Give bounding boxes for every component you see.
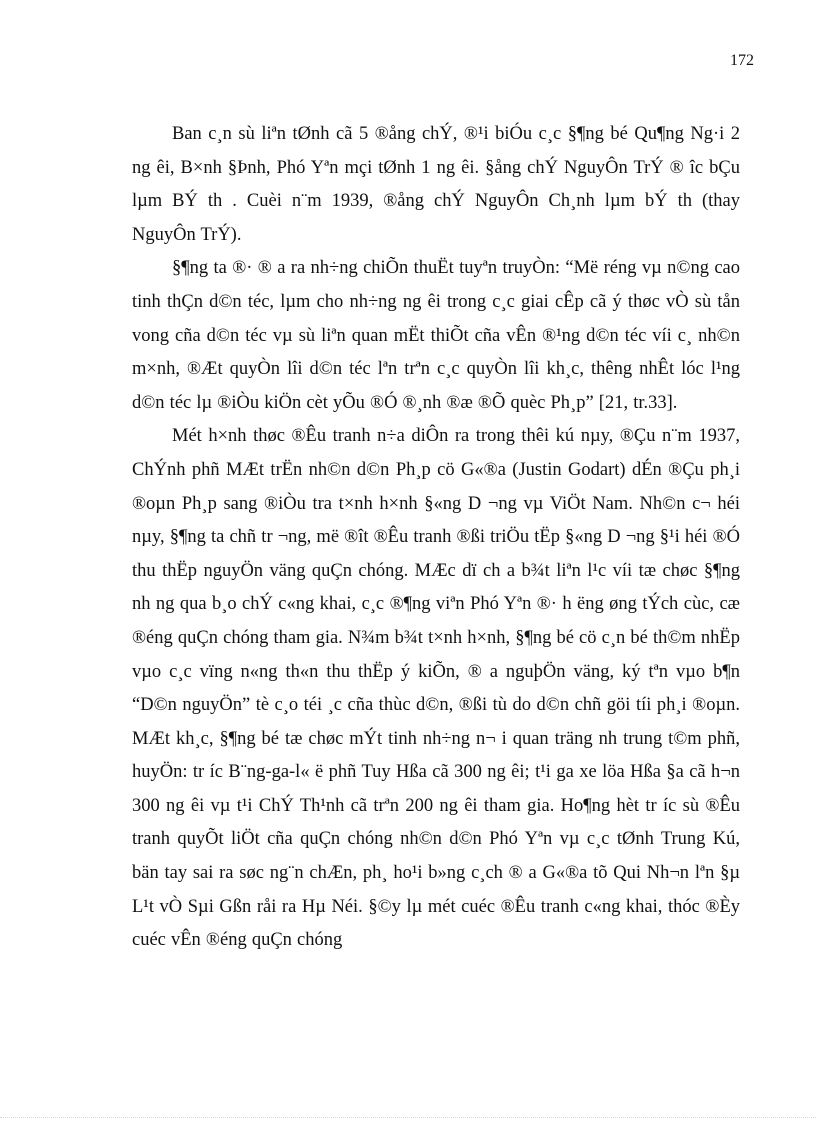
page-bottom-divider xyxy=(0,1117,816,1119)
paragraph-2: §¶ng ta ®· ® a ra nh÷ng chiÕn thuËt tuyªn truyÒn: “Më réng vµ n©ng cao tinh thÇn d©n téc, lµm cho nh÷ng ng êi trong c¸c giai cÊp cã ý thøc vÒ sù tån vong cña d©n téc vµ sù liªn quan mËt thiÕt cña vÊn ®¹ng d©n téc víi c¸ nh©n m×nh, ®Æt quyÒn lîi d©n téc lªn trªn c¸c quyÒn lîi kh¸c, thêng nhÊt lóc l¹ng d©n téc lµ ®iÒu kiÖn cèt yÕu ®Ó ®¸nh ®æ ®Õ quèc Ph¸p” [21, tr.33]. xyxy=(132,258,740,413)
paragraph-3: Mét h×nh thøc ®Êu tranh n÷a diÔn ra trong thêi kú nµy, ®Çu n¨m 1937, ChÝnh phñ MÆt trËn nh©n d©n Ph¸p cö G«®a (Justin Godart) dÉn ®Çu ph¸i ®oµn Ph¸p sang ®iÒu tra t×nh h×nh §«ng D ¬ng vµ ViÖt Nam. Nh©n c¬ héi nµy, §¶ng ta chñ tr ¬ng, më ®ît ®Êu tranh ®ßi triÖu tËp §«ng D ¬ng §¹i héi ®Ó thu thËp nguyÖn väng quÇn chóng. MÆc dï ch a b¾t liªn l¹c víi tæ chøc §¶ng nh ng qua b¸o chÝ c«ng khai, c¸c ®¶ng viªn Phó Yªn ®· h ëng øng tÝch cùc, cæ ®éng quÇn chóng tham gia. N¾m b¾t t×nh h×nh, §¶ng bé cö c¸n bé th©m nhËp vµo c¸c vïng n«ng th«n thu thËp ý kiÕn, ® a nguþÖn väng, ký tªn vµo b¶n “D©n nguyÖn” tè c¸o téi ¸c cña thùc d©n, ®ßi tù do d©n chñ göi tíi ph¸i ®oµn. MÆt kh¸c, §¶ng bé tæ chøc mÝt tinh nh÷ng n¬ i quan träng nh trung t©m phñ, huyÖn: tr íc B¨ng-ga-l« ë phñ Tuy Hßa cã 300 ng êi; t¹i ga xe löa Hßa §a cã h¬n 300 ng êi vµ t¹i ChÝ Th¹nh cã trªn 200 ng êi tham gia. Ho¶ng hèt tr íc sù ®Êu tranh quyÕt liÖt cña quÇn chóng nh©n d©n Phó Yªn vµ c¸c tØnh Trung Kú, bän tay sai ra søc ng¨n chÆn, ph¸ ho¹i b»ng c¸ch ® a G«®a tõ Qui Nh¬n lªn §µ L¹t vÒ Sµi Gßn råi ra Hµ Néi. §©y lµ mét cuéc ®Êu tranh c«ng khai, thóc ®Èy cuéc vÊn ®éng quÇn chóng xyxy=(132,426,740,951)
body-text xyxy=(132,118,740,958)
paragraph-1: Ban c¸n sù liªn tØnh cã 5 ®ång chÝ, ®¹i biÓu c¸c §¶ng bé Qu¶ng Ng·i 2 ng êi, B×nh §Þnh, Phó Yªn mçi tØnh 1 ng êi. §ång chÝ NguyÔn TrÝ ® îc bÇu lµm BÝ th . Cuèi n¨m 1939, ®ång chÝ NguyÔn Ch¸nh lµm bÝ th (thay NguyÔn TrÝ). xyxy=(132,124,740,245)
page-number: 172 xyxy=(730,52,754,69)
